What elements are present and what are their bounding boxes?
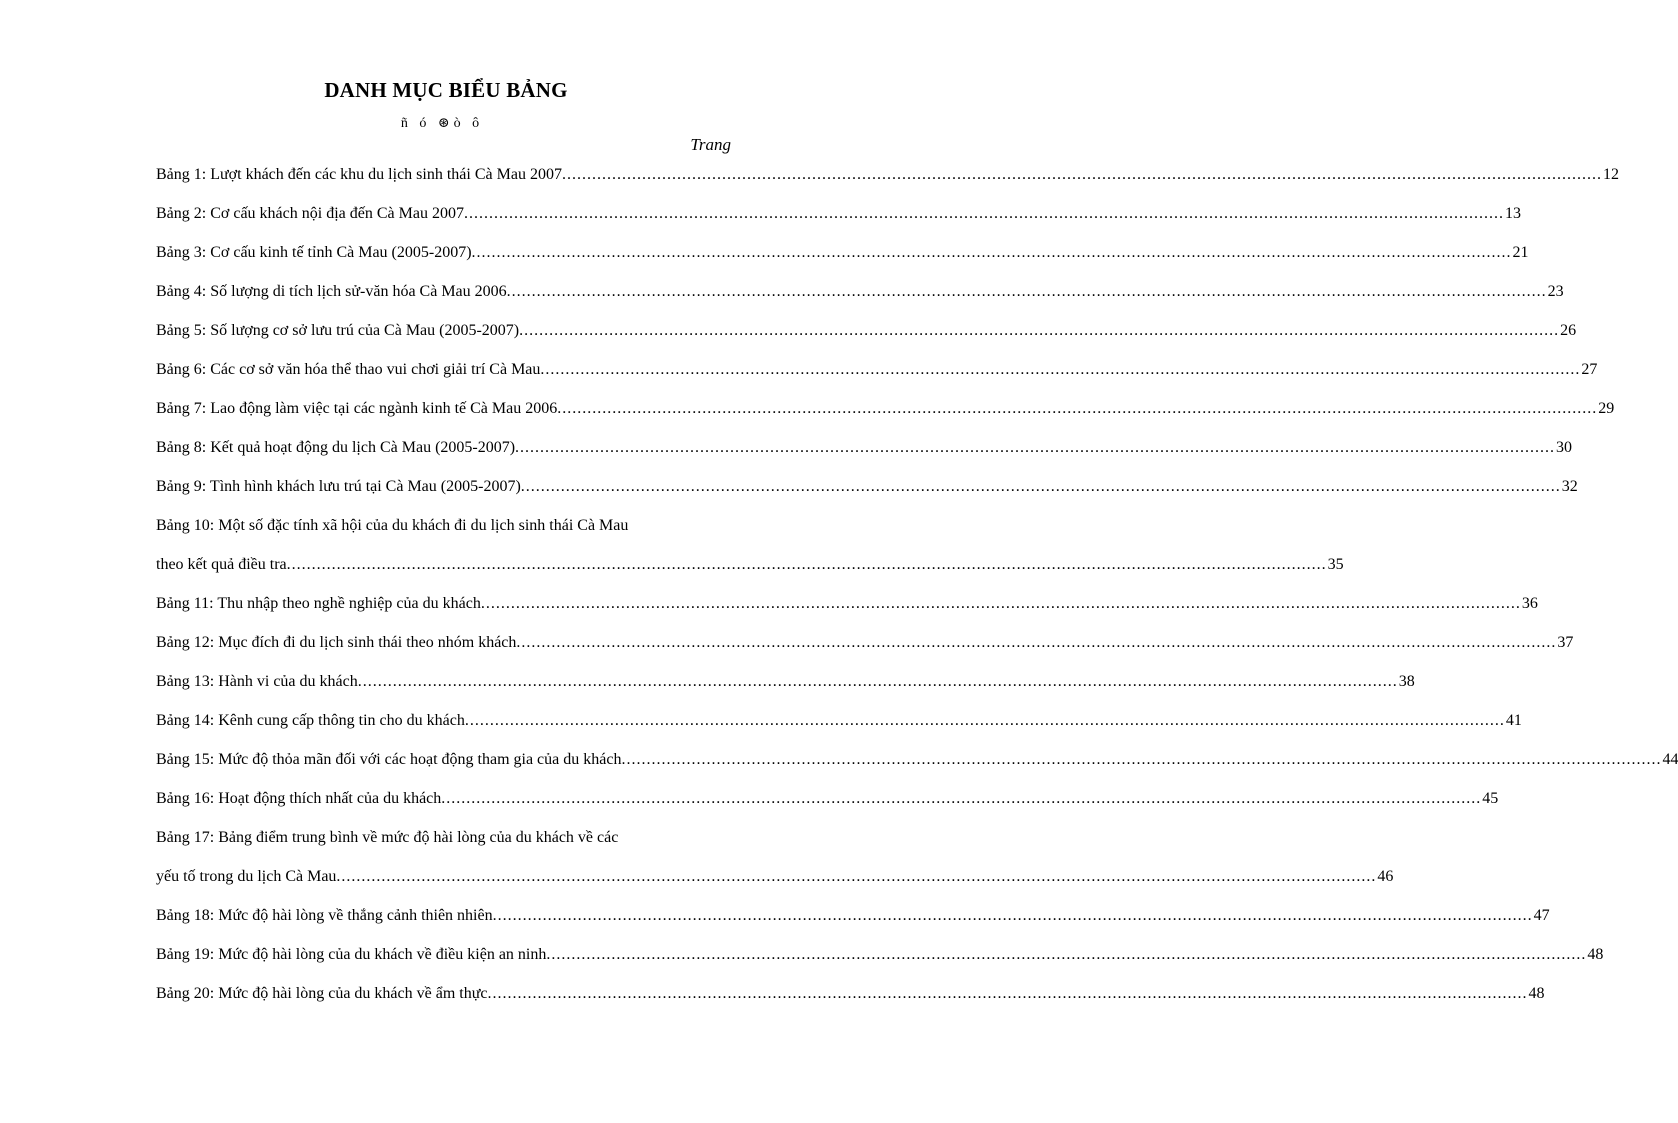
toc-entry-page-number: 30	[1556, 439, 1573, 456]
toc-entry	[156, 238, 1529, 267]
toc-entry-text: Bảng 11: Thu nhập theo nghề nghiệp của du khách	[156, 595, 481, 612]
toc-entry	[156, 823, 708, 852]
toc-entry-page-number: 13	[1504, 205, 1521, 222]
toc-entry	[156, 589, 1538, 618]
dot-leader	[493, 901, 1533, 930]
toc-entry	[156, 160, 1619, 189]
toc-entry-page-number: 37	[1557, 634, 1574, 651]
toc-entry	[156, 433, 1573, 462]
dot-leader	[287, 550, 1327, 579]
toc-entry-text: Bảng 20: Mức độ hài lòng của du khách về ẩm thực	[156, 985, 488, 1002]
toc-entry-page-number: 32	[1561, 478, 1578, 495]
dot-leader	[515, 433, 1555, 462]
toc-entry	[156, 862, 1394, 891]
dot-leader	[336, 862, 1376, 891]
toc-entry-text: Bảng 8: Kết quả hoạt động du lịch Cà Mau (2005-2007)	[156, 439, 516, 456]
dot-leader	[557, 394, 1597, 423]
toc-entry-text: Bảng 7: Lao động làm việc tại các ngành kinh tế Cà Mau 2006	[156, 400, 558, 417]
page-title: DANH MỤC BIỂU BẢNG	[324, 78, 568, 102]
dot-leader	[521, 472, 1561, 501]
dot-leader	[540, 355, 1580, 384]
toc-entry-page-number: 41	[1505, 712, 1522, 729]
dot-leader	[487, 979, 1527, 1008]
toc-entry-page-number: 46	[1377, 868, 1394, 885]
toc-entry-text: Bảng 19: Mức độ hài lòng của du khách về điều kiện an ninh	[156, 946, 547, 963]
toc-entry	[156, 511, 708, 540]
toc-entry-text: Bảng 5: Số lượng cơ sở lưu trú của Cà Mau (2005-2007)	[156, 322, 520, 339]
toc-entry-text: Bảng 4: Số lượng di tích lịch sử-văn hóa Cà Mau 2006	[156, 283, 507, 300]
toc-entry-text: Bảng 13: Hành vi của du khách	[156, 673, 358, 690]
toc-entry	[156, 940, 1604, 969]
toc-entry-page-number: 26	[1560, 322, 1577, 339]
toc-entry	[156, 706, 1522, 735]
dot-leader	[441, 784, 1481, 813]
toc-entry-text: Bảng 14: Kênh cung cấp thông tin cho du khách	[156, 712, 465, 729]
toc-entry-text: Bảng 1: Lượt khách đến các khu du lịch sinh thái Cà Mau 2007	[156, 166, 562, 183]
toc-entry-text: yếu tố trong du lịch Cà Mau	[156, 868, 337, 885]
dot-leader	[465, 706, 1505, 735]
dot-leader	[472, 238, 1512, 267]
toc-entry-page-number: 45	[1482, 790, 1499, 807]
toc-entry	[156, 199, 1521, 228]
toc-entry	[156, 472, 1578, 501]
toc-entry-page-number: 21	[1512, 244, 1529, 261]
toc-entry-text: Bảng 2: Cơ cấu khách nội địa đến Cà Mau 2007	[156, 205, 464, 222]
toc-entry-text: Bảng 10: Một số đặc tính xã hội của du khách đi du lịch sinh thái Cà Mau	[156, 517, 629, 534]
toc-entry-text: Bảng 9: Tình hình khách lưu trú tại Cà Mau (2005-2007)	[156, 478, 521, 495]
toc-entry-page-number: 12	[1602, 166, 1619, 183]
toc-entry	[156, 784, 1499, 813]
toc-entry-text: Bảng 3: Cơ cấu kinh tế tỉnh Cà Mau (2005-2007)	[156, 244, 472, 261]
toc-entry	[156, 901, 1550, 930]
toc-entry-text: theo kết quả điều tra	[156, 556, 287, 573]
dot-leader	[358, 667, 1398, 696]
toc-entry	[156, 979, 1545, 1008]
toc-entry-text: Bảng 12: Mục đích đi du lịch sinh thái theo nhóm khách	[156, 634, 517, 651]
toc-entry-page-number: 44	[1662, 751, 1678, 768]
toc-entry-page-number: 48	[1528, 985, 1545, 1002]
dot-leader	[546, 940, 1586, 969]
toc-entry-text: Bảng 15: Mức độ thỏa mãn đối với các hoạt động tham gia của du khách	[156, 751, 622, 768]
toc-entry-text: Bảng 6: Các cơ sở văn hóa thể thao vui chơi giải trí Cà Mau	[156, 361, 541, 378]
dot-leader	[464, 199, 1504, 228]
dot-leader	[516, 628, 1556, 657]
toc-entry	[156, 745, 1678, 774]
table-of-tables-list	[156, 160, 1678, 1018]
toc-entry-text: Bảng 17: Bảng điểm trung bình về mức độ hài lòng của du khách về các	[156, 829, 619, 846]
toc-entry-page-number: 47	[1533, 907, 1550, 924]
toc-entry-page-number: 29	[1598, 400, 1615, 417]
dot-leader	[519, 316, 1559, 345]
page-column-label: Trang	[690, 135, 731, 154]
dot-leader	[507, 277, 1547, 306]
toc-entry	[156, 667, 1415, 696]
toc-entry-text: Bảng 16: Hoạt động thích nhất của du khách	[156, 790, 442, 807]
dot-leader	[621, 745, 1661, 774]
toc-entry	[156, 316, 1577, 345]
toc-entry-page-number: 36	[1521, 595, 1538, 612]
dot-leader	[481, 589, 1521, 618]
dot-leader	[562, 160, 1602, 189]
toc-entry-page-number: 35	[1327, 556, 1344, 573]
toc-entry-page-number: 38	[1398, 673, 1415, 690]
toc-entry-text: Bảng 18: Mức độ hài lòng về thắng cảnh thiên nhiên	[156, 907, 493, 924]
toc-entry	[156, 355, 1598, 384]
toc-entry	[156, 277, 1564, 306]
toc-entry	[156, 550, 1344, 579]
toc-entry-page-number: 48	[1587, 946, 1604, 963]
toc-entry	[156, 628, 1574, 657]
toc-entry-page-number: 23	[1547, 283, 1564, 300]
ornament-symbols: ñ ó ⊛ò ô	[400, 116, 484, 131]
toc-entry	[156, 394, 1615, 423]
toc-entry-page-number: 27	[1581, 361, 1598, 378]
